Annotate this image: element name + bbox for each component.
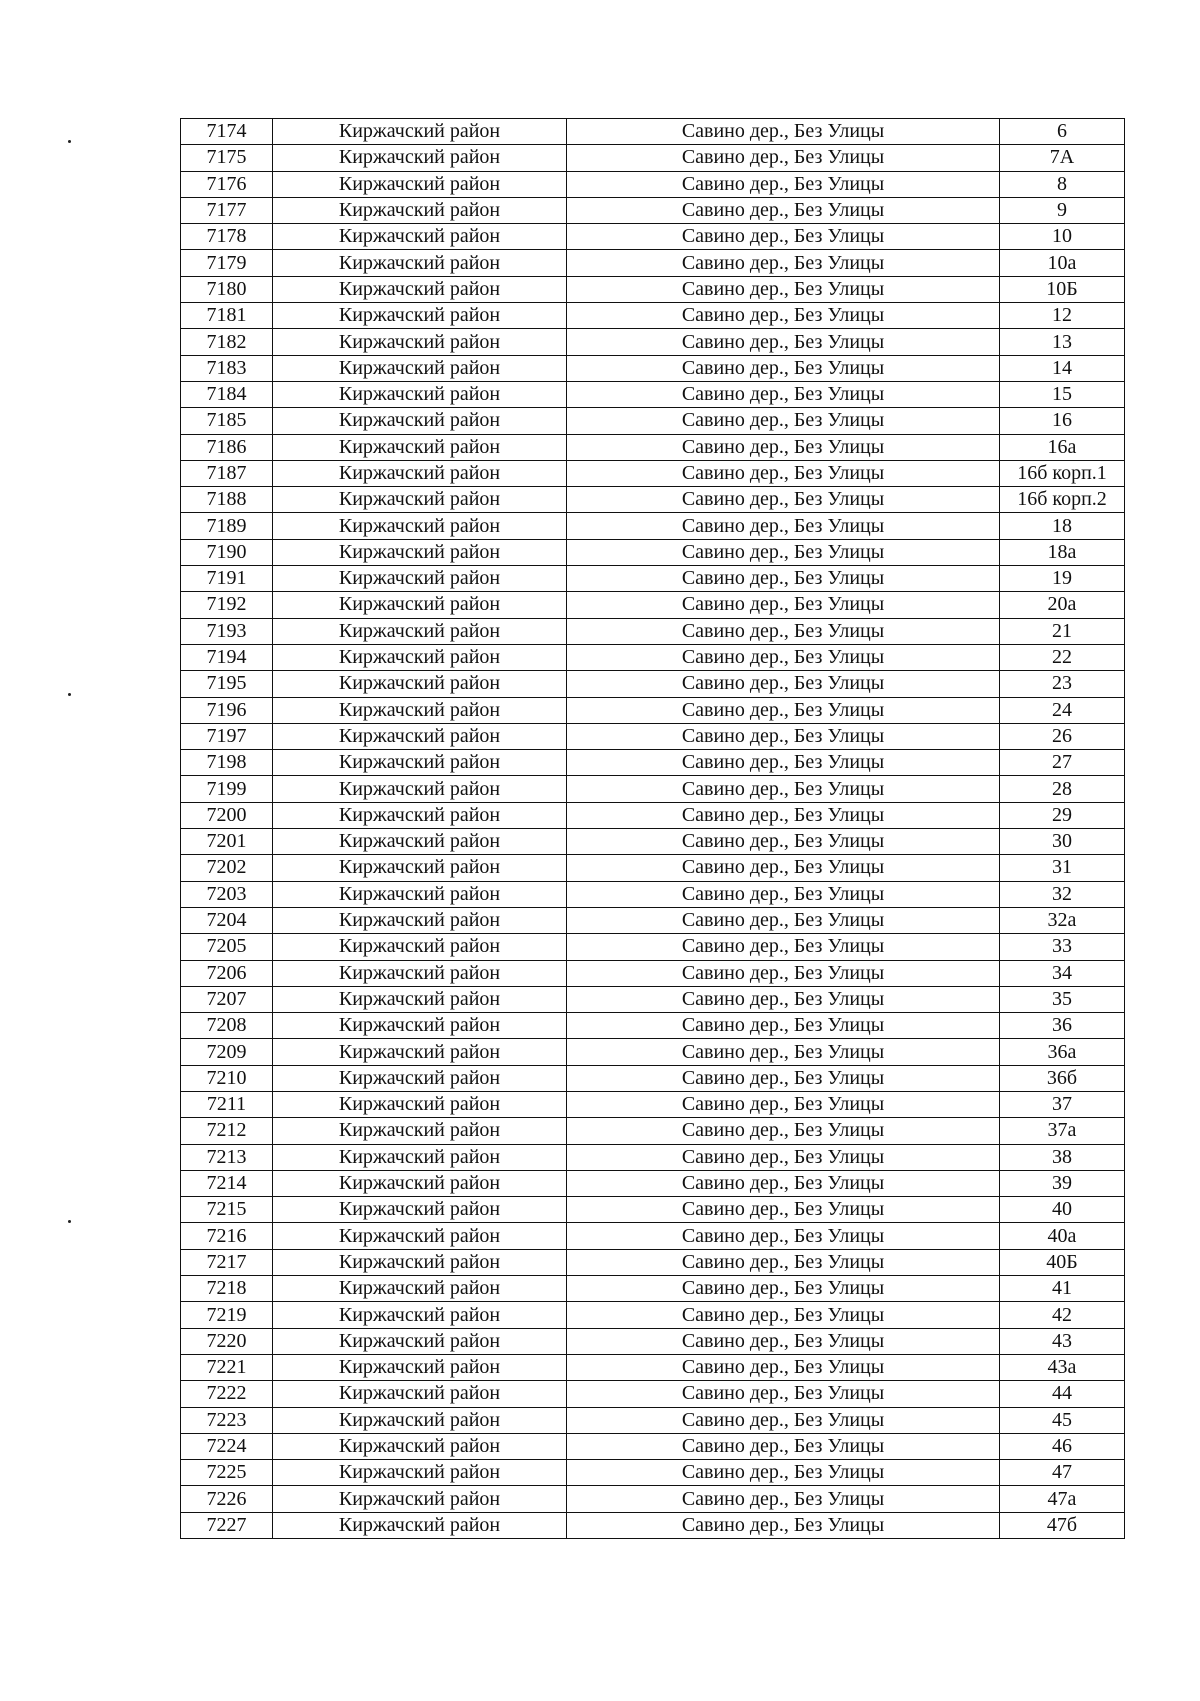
house-number-cell: 42 (1000, 1302, 1125, 1328)
table-row (181, 986, 1125, 1012)
district-cell: Киржачский район (273, 1197, 567, 1223)
row-number-cell: 7218 (181, 1276, 273, 1302)
row-number-cell: 7198 (181, 750, 273, 776)
row-number-cell: 7184 (181, 381, 273, 407)
row-number-cell: 7225 (181, 1460, 273, 1486)
district-cell: Киржачский район (273, 1065, 567, 1091)
row-number-cell: 7205 (181, 934, 273, 960)
house-number-cell: 40а (1000, 1223, 1125, 1249)
locality-street-cell: Савино дер., Без Улицы (567, 276, 1000, 302)
house-number-cell: 30 (1000, 829, 1125, 855)
house-number-cell: 47 (1000, 1460, 1125, 1486)
table-row (181, 776, 1125, 802)
table-row (181, 145, 1125, 171)
locality-street-cell: Савино дер., Без Улицы (567, 434, 1000, 460)
row-number-cell: 7211 (181, 1091, 273, 1117)
house-number-cell: 23 (1000, 671, 1125, 697)
table-row (181, 934, 1125, 960)
district-cell: Киржачский район (273, 1039, 567, 1065)
table-row (181, 881, 1125, 907)
district-cell: Киржачский район (273, 460, 567, 486)
house-number-cell: 12 (1000, 303, 1125, 329)
table-row (181, 434, 1125, 460)
row-number-cell: 7197 (181, 723, 273, 749)
row-number-cell: 7182 (181, 329, 273, 355)
house-number-cell: 10Б (1000, 276, 1125, 302)
district-cell: Киржачский район (273, 855, 567, 881)
locality-street-cell: Савино дер., Без Улицы (567, 1039, 1000, 1065)
table-row (181, 1407, 1125, 1433)
table-row (181, 697, 1125, 723)
table-row (181, 408, 1125, 434)
house-number-cell: 35 (1000, 986, 1125, 1012)
table-row (181, 1013, 1125, 1039)
table-row (181, 802, 1125, 828)
table-row (181, 566, 1125, 592)
house-number-cell: 36 (1000, 1013, 1125, 1039)
house-number-cell: 34 (1000, 960, 1125, 986)
locality-street-cell: Савино дер., Без Улицы (567, 1118, 1000, 1144)
row-number-cell: 7208 (181, 1013, 273, 1039)
locality-street-cell: Савино дер., Без Улицы (567, 513, 1000, 539)
house-number-cell: 18а (1000, 539, 1125, 565)
district-cell: Киржачский район (273, 802, 567, 828)
district-cell: Киржачский район (273, 1354, 567, 1380)
locality-street-cell: Савино дер., Без Улицы (567, 171, 1000, 197)
house-number-cell: 20а (1000, 592, 1125, 618)
district-cell: Киржачский район (273, 197, 567, 223)
house-number-cell: 37а (1000, 1118, 1125, 1144)
locality-street-cell: Савино дер., Без Улицы (567, 539, 1000, 565)
table-row (181, 1039, 1125, 1065)
row-number-cell: 7204 (181, 907, 273, 933)
locality-street-cell: Савино дер., Без Улицы (567, 355, 1000, 381)
locality-street-cell: Савино дер., Без Улицы (567, 960, 1000, 986)
locality-street-cell: Савино дер., Без Улицы (567, 1065, 1000, 1091)
row-number-cell: 7192 (181, 592, 273, 618)
district-cell: Киржачский район (273, 1486, 567, 1512)
district-cell: Киржачский район (273, 592, 567, 618)
house-number-cell: 7А (1000, 145, 1125, 171)
locality-street-cell: Савино дер., Без Улицы (567, 1328, 1000, 1354)
row-number-cell: 7177 (181, 197, 273, 223)
locality-street-cell: Савино дер., Без Улицы (567, 1512, 1000, 1538)
table-row (181, 1512, 1125, 1538)
locality-street-cell: Савино дер., Без Улицы (567, 644, 1000, 670)
table-row (181, 171, 1125, 197)
table-row (181, 1170, 1125, 1196)
table-row (181, 1118, 1125, 1144)
house-number-cell: 8 (1000, 171, 1125, 197)
house-number-cell: 40Б (1000, 1249, 1125, 1275)
row-number-cell: 7203 (181, 881, 273, 907)
row-number-cell: 7199 (181, 776, 273, 802)
district-cell: Киржачский район (273, 1144, 567, 1170)
district-cell: Киржачский район (273, 250, 567, 276)
locality-street-cell: Савино дер., Без Улицы (567, 1144, 1000, 1170)
district-cell: Киржачский район (273, 697, 567, 723)
row-number-cell: 7219 (181, 1302, 273, 1328)
locality-street-cell: Савино дер., Без Улицы (567, 1197, 1000, 1223)
row-number-cell: 7227 (181, 1512, 273, 1538)
district-cell: Киржачский район (273, 1249, 567, 1275)
house-number-cell: 32а (1000, 907, 1125, 933)
house-number-cell: 31 (1000, 855, 1125, 881)
district-cell: Киржачский район (273, 1223, 567, 1249)
table-row (181, 539, 1125, 565)
row-number-cell: 7207 (181, 986, 273, 1012)
district-cell: Киржачский район (273, 1460, 567, 1486)
locality-street-cell: Савино дер., Без Улицы (567, 1249, 1000, 1275)
table-row (181, 1460, 1125, 1486)
locality-street-cell: Савино дер., Без Улицы (567, 907, 1000, 933)
district-cell: Киржачский район (273, 776, 567, 802)
table-row (181, 1302, 1125, 1328)
table-row (181, 1065, 1125, 1091)
row-number-cell: 7215 (181, 1197, 273, 1223)
row-number-cell: 7175 (181, 145, 273, 171)
house-number-cell: 36а (1000, 1039, 1125, 1065)
table-row (181, 723, 1125, 749)
row-number-cell: 7185 (181, 408, 273, 434)
row-number-cell: 7194 (181, 644, 273, 670)
row-number-cell: 7223 (181, 1407, 273, 1433)
row-number-cell: 7222 (181, 1381, 273, 1407)
district-cell: Киржачский район (273, 1407, 567, 1433)
locality-street-cell: Савино дер., Без Улицы (567, 750, 1000, 776)
row-number-cell: 7183 (181, 355, 273, 381)
row-number-cell: 7188 (181, 487, 273, 513)
locality-street-cell: Савино дер., Без Улицы (567, 723, 1000, 749)
table-row (181, 250, 1125, 276)
row-number-cell: 7202 (181, 855, 273, 881)
house-number-cell: 38 (1000, 1144, 1125, 1170)
locality-street-cell: Савино дер., Без Улицы (567, 697, 1000, 723)
locality-street-cell: Савино дер., Без Улицы (567, 671, 1000, 697)
locality-street-cell: Савино дер., Без Улицы (567, 487, 1000, 513)
row-number-cell: 7176 (181, 171, 273, 197)
district-cell: Киржачский район (273, 1118, 567, 1144)
district-cell: Киржачский район (273, 539, 567, 565)
district-cell: Киржачский район (273, 1170, 567, 1196)
district-cell: Киржачский район (273, 224, 567, 250)
locality-street-cell: Савино дер., Без Улицы (567, 381, 1000, 407)
district-cell: Киржачский район (273, 1512, 567, 1538)
address-table-body (181, 119, 1125, 1539)
district-cell: Киржачский район (273, 1302, 567, 1328)
scan-speck (68, 1220, 71, 1223)
table-row (181, 644, 1125, 670)
row-number-cell: 7210 (181, 1065, 273, 1091)
district-cell: Киржачский район (273, 881, 567, 907)
house-number-cell: 32 (1000, 881, 1125, 907)
row-number-cell: 7193 (181, 618, 273, 644)
row-number-cell: 7214 (181, 1170, 273, 1196)
row-number-cell: 7220 (181, 1328, 273, 1354)
table-row (181, 1381, 1125, 1407)
house-number-cell: 6 (1000, 119, 1125, 145)
house-number-cell: 46 (1000, 1433, 1125, 1459)
house-number-cell: 10 (1000, 224, 1125, 250)
district-cell: Киржачский район (273, 276, 567, 302)
locality-street-cell: Савино дер., Без Улицы (567, 303, 1000, 329)
row-number-cell: 7200 (181, 802, 273, 828)
locality-street-cell: Савино дер., Без Улицы (567, 460, 1000, 486)
row-number-cell: 7178 (181, 224, 273, 250)
table-row (181, 381, 1125, 407)
district-cell: Киржачский район (273, 355, 567, 381)
row-number-cell: 7181 (181, 303, 273, 329)
house-number-cell: 9 (1000, 197, 1125, 223)
table-row (181, 355, 1125, 381)
row-number-cell: 7206 (181, 960, 273, 986)
district-cell: Киржачский район (273, 1433, 567, 1459)
table-row (181, 460, 1125, 486)
locality-street-cell: Савино дер., Без Улицы (567, 1381, 1000, 1407)
table-row (181, 618, 1125, 644)
house-number-cell: 26 (1000, 723, 1125, 749)
locality-street-cell: Савино дер., Без Улицы (567, 829, 1000, 855)
locality-street-cell: Савино дер., Без Улицы (567, 1170, 1000, 1196)
locality-street-cell: Савино дер., Без Улицы (567, 1460, 1000, 1486)
locality-street-cell: Савино дер., Без Улицы (567, 1407, 1000, 1433)
table-row (181, 487, 1125, 513)
house-number-cell: 47а (1000, 1486, 1125, 1512)
district-cell: Киржачский район (273, 1328, 567, 1354)
house-number-cell: 47б (1000, 1512, 1125, 1538)
district-cell: Киржачский район (273, 907, 567, 933)
table-row (181, 1091, 1125, 1117)
row-number-cell: 7212 (181, 1118, 273, 1144)
house-number-cell: 21 (1000, 618, 1125, 644)
district-cell: Киржачский район (273, 303, 567, 329)
table-row (181, 119, 1125, 145)
district-cell: Киржачский район (273, 986, 567, 1012)
district-cell: Киржачский район (273, 829, 567, 855)
locality-street-cell: Савино дер., Без Улицы (567, 1354, 1000, 1380)
locality-street-cell: Савино дер., Без Улицы (567, 1013, 1000, 1039)
table-row (181, 329, 1125, 355)
locality-street-cell: Савино дер., Без Улицы (567, 1276, 1000, 1302)
house-number-cell: 16б корп.1 (1000, 460, 1125, 486)
house-number-cell: 13 (1000, 329, 1125, 355)
table-row (181, 907, 1125, 933)
table-row (181, 592, 1125, 618)
row-number-cell: 7180 (181, 276, 273, 302)
house-number-cell: 33 (1000, 934, 1125, 960)
row-number-cell: 7191 (181, 566, 273, 592)
district-cell: Киржачский район (273, 618, 567, 644)
row-number-cell: 7190 (181, 539, 273, 565)
district-cell: Киржачский район (273, 960, 567, 986)
district-cell: Киржачский район (273, 119, 567, 145)
locality-street-cell: Савино дер., Без Улицы (567, 618, 1000, 644)
locality-street-cell: Савино дер., Без Улицы (567, 119, 1000, 145)
house-number-cell: 28 (1000, 776, 1125, 802)
district-cell: Киржачский район (273, 750, 567, 776)
locality-street-cell: Савино дер., Без Улицы (567, 1486, 1000, 1512)
locality-street-cell: Савино дер., Без Улицы (567, 881, 1000, 907)
house-number-cell: 15 (1000, 381, 1125, 407)
locality-street-cell: Савино дер., Без Улицы (567, 592, 1000, 618)
house-number-cell: 16 (1000, 408, 1125, 434)
locality-street-cell: Савино дер., Без Улицы (567, 934, 1000, 960)
locality-street-cell: Савино дер., Без Улицы (567, 329, 1000, 355)
locality-street-cell: Савино дер., Без Улицы (567, 1223, 1000, 1249)
house-number-cell: 24 (1000, 697, 1125, 723)
table-row (181, 1144, 1125, 1170)
table-row (181, 750, 1125, 776)
locality-street-cell: Савино дер., Без Улицы (567, 986, 1000, 1012)
row-number-cell: 7195 (181, 671, 273, 697)
table-row (181, 855, 1125, 881)
district-cell: Киржачский район (273, 487, 567, 513)
district-cell: Киржачский район (273, 145, 567, 171)
district-cell: Киржачский район (273, 1091, 567, 1117)
house-number-cell: 18 (1000, 513, 1125, 539)
row-number-cell: 7216 (181, 1223, 273, 1249)
locality-street-cell: Савино дер., Без Улицы (567, 224, 1000, 250)
scan-speck (68, 140, 71, 143)
house-number-cell: 36б (1000, 1065, 1125, 1091)
house-number-cell: 43 (1000, 1328, 1125, 1354)
house-number-cell: 22 (1000, 644, 1125, 670)
table-row (181, 1354, 1125, 1380)
table-row (181, 1197, 1125, 1223)
row-number-cell: 7224 (181, 1433, 273, 1459)
table-row (181, 1249, 1125, 1275)
table-row (181, 513, 1125, 539)
table-row (181, 1433, 1125, 1459)
house-number-cell: 37 (1000, 1091, 1125, 1117)
row-number-cell: 7213 (181, 1144, 273, 1170)
locality-street-cell: Савино дер., Без Улицы (567, 855, 1000, 881)
table-row (181, 1223, 1125, 1249)
house-number-cell: 39 (1000, 1170, 1125, 1196)
locality-street-cell: Савино дер., Без Улицы (567, 1433, 1000, 1459)
table-row (181, 960, 1125, 986)
row-number-cell: 7196 (181, 697, 273, 723)
locality-street-cell: Савино дер., Без Улицы (567, 776, 1000, 802)
house-number-cell: 27 (1000, 750, 1125, 776)
district-cell: Киржачский район (273, 513, 567, 539)
locality-street-cell: Савино дер., Без Улицы (567, 1302, 1000, 1328)
row-number-cell: 7187 (181, 460, 273, 486)
house-number-cell: 16б корп.2 (1000, 487, 1125, 513)
district-cell: Киржачский район (273, 1381, 567, 1407)
scan-speck (68, 693, 71, 696)
row-number-cell: 7179 (181, 250, 273, 276)
address-table (180, 118, 1125, 1539)
district-cell: Киржачский район (273, 381, 567, 407)
house-number-cell: 43а (1000, 1354, 1125, 1380)
house-number-cell: 10а (1000, 250, 1125, 276)
table-row (181, 276, 1125, 302)
house-number-cell: 40 (1000, 1197, 1125, 1223)
row-number-cell: 7189 (181, 513, 273, 539)
row-number-cell: 7221 (181, 1354, 273, 1380)
district-cell: Киржачский район (273, 434, 567, 460)
locality-street-cell: Савино дер., Без Улицы (567, 197, 1000, 223)
locality-street-cell: Савино дер., Без Улицы (567, 250, 1000, 276)
table-row (181, 1276, 1125, 1302)
row-number-cell: 7174 (181, 119, 273, 145)
district-cell: Киржачский район (273, 171, 567, 197)
district-cell: Киржачский район (273, 934, 567, 960)
locality-street-cell: Савино дер., Без Улицы (567, 145, 1000, 171)
district-cell: Киржачский район (273, 408, 567, 434)
district-cell: Киржачский район (273, 644, 567, 670)
row-number-cell: 7226 (181, 1486, 273, 1512)
table-row (181, 671, 1125, 697)
house-number-cell: 16а (1000, 434, 1125, 460)
locality-street-cell: Савино дер., Без Улицы (567, 408, 1000, 434)
locality-street-cell: Савино дер., Без Улицы (567, 1091, 1000, 1117)
district-cell: Киржачский район (273, 1013, 567, 1039)
house-number-cell: 45 (1000, 1407, 1125, 1433)
district-cell: Киржачский район (273, 671, 567, 697)
district-cell: Киржачский район (273, 566, 567, 592)
row-number-cell: 7201 (181, 829, 273, 855)
house-number-cell: 44 (1000, 1381, 1125, 1407)
table-row (181, 829, 1125, 855)
district-cell: Киржачский район (273, 1276, 567, 1302)
house-number-cell: 19 (1000, 566, 1125, 592)
table-row (181, 224, 1125, 250)
row-number-cell: 7186 (181, 434, 273, 460)
table-row (181, 1328, 1125, 1354)
district-cell: Киржачский район (273, 329, 567, 355)
table-row (181, 1486, 1125, 1512)
row-number-cell: 7209 (181, 1039, 273, 1065)
house-number-cell: 41 (1000, 1276, 1125, 1302)
locality-street-cell: Савино дер., Без Улицы (567, 566, 1000, 592)
district-cell: Киржачский район (273, 723, 567, 749)
table-row (181, 303, 1125, 329)
table-row (181, 197, 1125, 223)
locality-street-cell: Савино дер., Без Улицы (567, 802, 1000, 828)
row-number-cell: 7217 (181, 1249, 273, 1275)
house-number-cell: 14 (1000, 355, 1125, 381)
house-number-cell: 29 (1000, 802, 1125, 828)
